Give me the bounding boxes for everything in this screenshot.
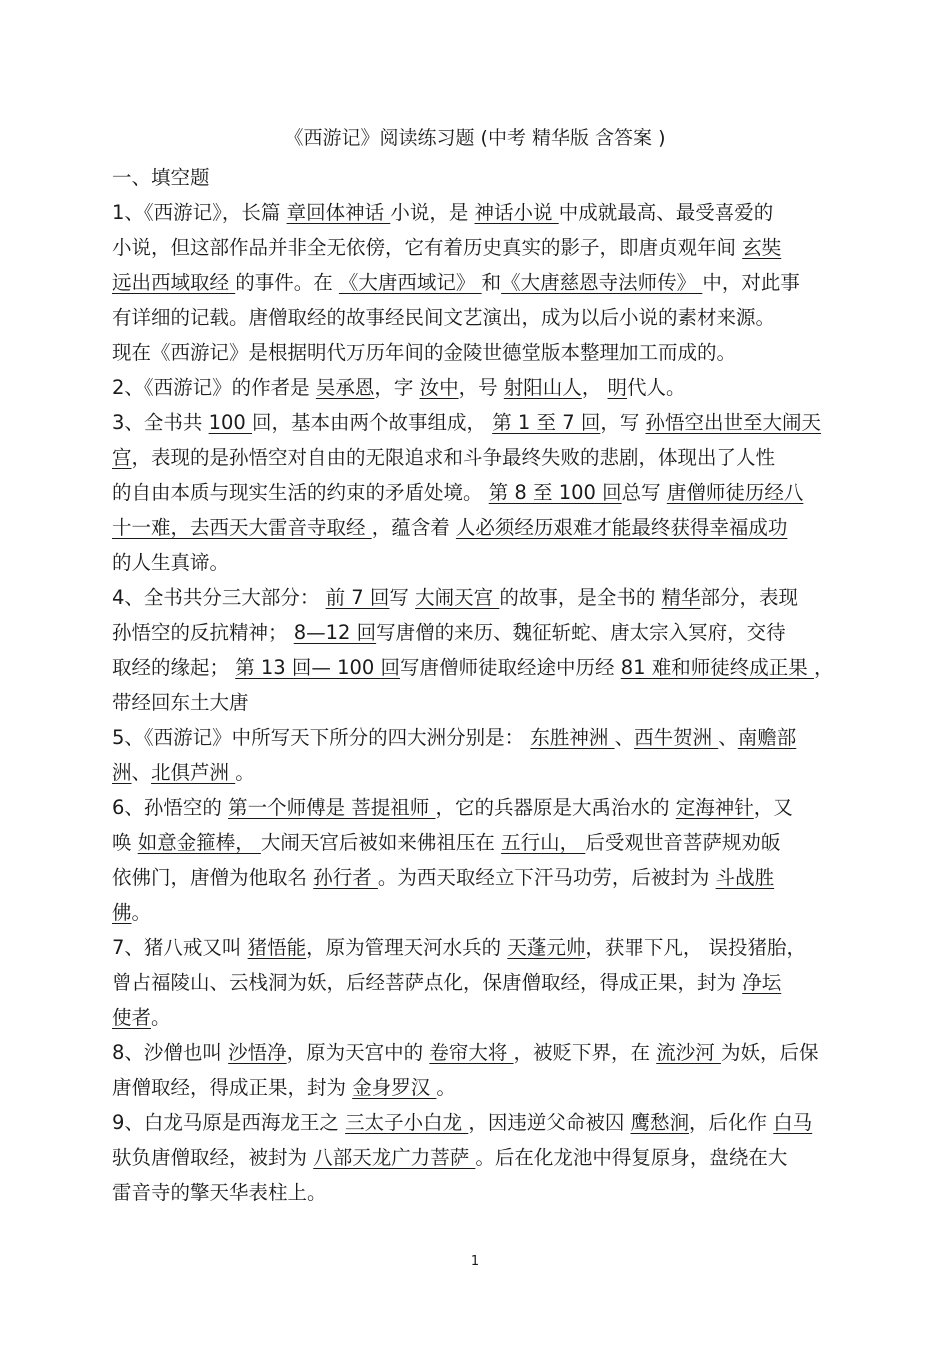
- text-segment: 8、沙僧也叫: [112, 1041, 229, 1064]
- text-segment: 驮负唐僧取经，被封为: [112, 1146, 314, 1169]
- answer-blank: 人必须经历艰难才能最终获得幸福成功: [455, 516, 788, 539]
- text-segment: 和: [481, 271, 502, 294]
- text-line: [112, 829, 780, 857]
- answer-blank: 精华: [661, 586, 701, 609]
- answer-blank: 章回体神话: [286, 201, 391, 224]
- text-segment: 回，基本由两个故事组成，: [252, 411, 493, 434]
- text-line: [112, 269, 800, 297]
- text-line: [112, 304, 775, 332]
- text-segment: ，写: [600, 411, 646, 434]
- text-segment: 部分，表现: [700, 586, 799, 609]
- text-segment: 中成就最高、最受喜爱的: [558, 201, 774, 224]
- text-line: [112, 1074, 456, 1102]
- text-segment: 大闹天宫后被如来佛祖压在: [260, 831, 502, 854]
- text-segment: 3、全书共: [112, 411, 209, 434]
- text-segment: 9、白龙马原是西海龙王之: [112, 1111, 346, 1134]
- text-segment: 带经回东土大唐: [112, 691, 249, 714]
- text-line: [112, 969, 781, 997]
- text-segment: 的事件。在: [235, 271, 339, 294]
- text-line: [112, 409, 821, 437]
- text-segment: 写: [389, 586, 416, 609]
- answer-blank: 如意金箍棒，: [137, 831, 261, 854]
- answer-blank: 大闹天宫: [415, 586, 500, 609]
- text-segment: ，: [813, 656, 834, 679]
- answer-blank: 汝中: [419, 376, 459, 399]
- text-segment: ，蕴含着: [371, 516, 456, 539]
- text-line: [112, 794, 793, 822]
- answer-blank: 天蓬元帅: [507, 936, 586, 959]
- text-segment: ，字: [374, 376, 420, 399]
- text-segment: 唐僧取经，得成正果，封为: [112, 1076, 353, 1099]
- text-line: [112, 514, 787, 542]
- answer-blank: 斗战胜: [715, 866, 775, 889]
- text-line: [112, 234, 781, 262]
- answer-blank: 神话小说: [474, 201, 559, 224]
- answer-blank: 孙悟空出世至大闹天: [645, 411, 822, 434]
- answer-blank: 净坛: [742, 971, 782, 994]
- answer-blank: 猪悟能: [247, 936, 307, 959]
- text-segment: ，后化作: [689, 1111, 774, 1134]
- section-heading: 一、填空题: [112, 166, 210, 189]
- text-segment: 写唐僧师徒取经途中历经: [400, 656, 621, 679]
- answer-blank: 第 1 至 7 回: [492, 411, 601, 434]
- text-segment: ，原为管理天河水兵的: [306, 936, 508, 959]
- text-line: [112, 549, 229, 577]
- text-line: [112, 619, 786, 647]
- text-segment: 总写: [621, 481, 667, 504]
- text-segment: 4、全书共分三大部分：: [112, 586, 326, 609]
- text-segment: 的故事，是全书的: [499, 586, 662, 609]
- answer-blank: 《大唐西域记》: [338, 271, 482, 294]
- answer-blank: 三太子小白龙: [345, 1111, 469, 1134]
- answer-blank: 卷帘大将: [429, 1041, 514, 1064]
- answer-blank: 吴承恩: [315, 376, 375, 399]
- text-segment: 曾占福陵山、云栈洞为妖，后经菩萨点化，保唐僧取经，得成正果，封为: [112, 971, 743, 994]
- answer-blank: 唐僧师徒历经八: [666, 481, 804, 504]
- text-line: [112, 584, 798, 612]
- text-segment: 1、《西游记》，长篇: [112, 201, 287, 224]
- answer-blank: 使者: [112, 1006, 152, 1029]
- text-segment: 5、《西游记》中所写天下所分的四大洲分别是：: [112, 726, 531, 749]
- text-line: [112, 339, 736, 367]
- answer-blank: 81 难和师徒终成正果: [620, 656, 814, 679]
- text-line: [112, 444, 775, 472]
- text-line: [112, 199, 773, 227]
- text-segment: ，又: [753, 796, 793, 819]
- answer-blank: 定海神针: [675, 796, 754, 819]
- text-segment: 后受观世音菩萨规劝皈: [585, 831, 781, 854]
- text-segment: 。: [151, 1006, 171, 1029]
- answer-blank: 洲: [112, 761, 132, 784]
- text-segment: ，原为天宫中的: [286, 1041, 430, 1064]
- text-segment: 小说，是: [390, 201, 475, 224]
- text-segment: 写唐僧的来历、魏征斩蛇、唐太宗入冥府，交待: [376, 621, 786, 644]
- text-line: [112, 1004, 171, 1032]
- text-segment: 现在《西游记》是根据明代万历年间的金陵世德堂版本整理加工而成的。: [112, 341, 737, 364]
- answer-blank: 佛: [112, 901, 132, 924]
- text-segment: 。后在化龙池中得复原身，盘绕在大: [475, 1146, 788, 1169]
- text-segment: 7、猪八戒又叫: [112, 936, 248, 959]
- answer-blank: 孙行者: [313, 866, 378, 889]
- answer-blank: 100: [208, 411, 253, 434]
- text-line: [112, 479, 803, 507]
- text-line: [112, 759, 255, 787]
- text-line: [112, 899, 151, 927]
- text-line: [112, 724, 796, 752]
- text-segment: ，被贬下界，在: [513, 1041, 657, 1064]
- text-segment: 有详细的记载。唐僧取经的故事经民间文艺演出，成为以后小说的素材来源。: [112, 306, 776, 329]
- answer-blank: 鹰愁涧: [630, 1111, 690, 1134]
- text-line: [112, 374, 686, 402]
- answer-blank: 八部天龙广力菩萨: [313, 1146, 476, 1169]
- text-segment: 、: [131, 761, 152, 784]
- text-line: [112, 1144, 787, 1172]
- text-line: [112, 864, 774, 892]
- text-segment: ，获罪下凡， 误投猪胎，: [585, 936, 807, 959]
- text-line: [112, 1109, 812, 1137]
- text-segment: 雷音寺的擎天华表柱上。: [112, 1181, 327, 1204]
- page-number: 1: [470, 1254, 480, 1269]
- text-segment: 。: [131, 901, 152, 924]
- answer-blank: 远出西域取经: [112, 271, 236, 294]
- text-segment: ，: [581, 376, 608, 399]
- text-segment: 。为西天取经立下汗马功劳，后被封为: [377, 866, 716, 889]
- answer-blank: 前 7 回: [325, 586, 390, 609]
- answer-blank: 五行山，: [501, 831, 586, 854]
- answer-blank: 金身罗汉: [352, 1076, 437, 1099]
- text-segment: 为妖，后保: [720, 1041, 819, 1064]
- text-line: [112, 654, 833, 682]
- text-segment: 、: [614, 726, 635, 749]
- text-line: [112, 1179, 327, 1207]
- text-segment: 6、孙悟空的: [112, 796, 229, 819]
- text-segment: 的人生真谛。: [112, 551, 230, 574]
- text-segment: ，因违逆父命被囚: [468, 1111, 631, 1134]
- text-segment: ，它的兵器原是大禹治水的: [435, 796, 676, 819]
- answer-blank: 第 8 至 100 回: [488, 481, 622, 504]
- text-segment: 。: [235, 761, 255, 784]
- text-segment: 孙悟空的反抗精神；: [112, 621, 294, 644]
- text-segment: ，号: [458, 376, 504, 399]
- text-segment: 代人。: [627, 376, 686, 399]
- text-segment: 中，对此事: [702, 271, 800, 294]
- answer-blank: 沙悟净: [228, 1041, 287, 1064]
- text-segment: 小说，但这部作品并非全无依傍，它有着历史真实的影子，即唐贞观年间: [112, 236, 743, 259]
- answer-blank: 流沙河: [656, 1041, 721, 1064]
- answer-blank: 第 13 回— 100 回: [235, 656, 401, 679]
- text-line: [112, 689, 249, 717]
- answer-blank: 射阳山人: [503, 376, 582, 399]
- text-segment: 2、《西游记》的作者是: [112, 376, 316, 399]
- text-segment: ，表现的是孙悟空对自由的无限追求和斗争最终失败的悲剧，体现出了人性: [131, 446, 776, 469]
- text-segment: 唤: [112, 831, 138, 854]
- answer-blank: 第一个师傅是 菩提祖师: [228, 796, 436, 819]
- answer-blank: 宫: [112, 446, 132, 469]
- text-segment: 、: [718, 726, 738, 749]
- text-segment: 。: [436, 1076, 456, 1099]
- answer-blank: 北俱芦洲: [151, 761, 236, 784]
- answer-blank: 明: [607, 376, 628, 399]
- answer-blank: 《大唐慈恩寺法师传》: [501, 271, 703, 294]
- text-line: [112, 1039, 818, 1067]
- text-segment: 依佛门，唐僧为他取名: [112, 866, 314, 889]
- answer-blank: 白马: [773, 1111, 813, 1134]
- answer-blank: 十一难，去西天大雷音寺取经: [112, 516, 372, 539]
- answer-blank: 8—12 回: [293, 621, 377, 644]
- answer-blank: 东胜神洲: [530, 726, 615, 749]
- text-line: [112, 934, 806, 962]
- text-segment: 的自由本质与现实生活的约束的矛盾处境。: [112, 481, 489, 504]
- answer-blank: 南赡部: [737, 726, 797, 749]
- page-title: 《西游记》阅读练习题 (中考 精华版 含答案 ): [284, 127, 666, 149]
- text-segment: 取经的缘起；: [112, 656, 236, 679]
- answer-blank: 西牛贺洲: [634, 726, 719, 749]
- answer-blank: 玄奘: [742, 236, 782, 259]
